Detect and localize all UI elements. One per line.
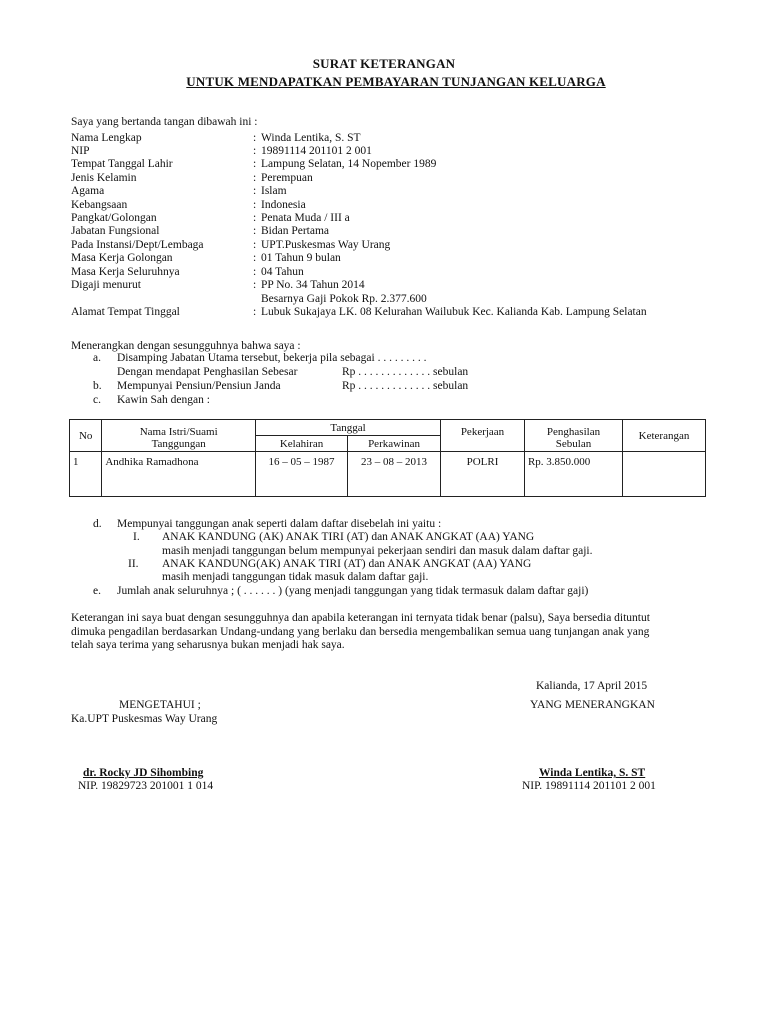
field-colon: : — [253, 185, 257, 197]
place-date: Kalianda, 17 April 2015 — [536, 680, 648, 692]
left-signer-name: dr. Rocky JD Sihombing — [83, 767, 204, 779]
header-penghasilan — [524, 420, 622, 452]
item-d-text: Mempunyai tanggungan anak seperti dalam daftar disebelah ini yaitu : — [117, 518, 442, 530]
cell-pekerjaan: POLRI — [441, 452, 525, 497]
field-colon: : — [253, 212, 257, 224]
item-b-text: Mempunyai Pensiun/Pensiun Janda — [117, 380, 281, 392]
field-colon: : — [253, 172, 257, 184]
header-kelahiran: Kelahiran — [256, 436, 348, 452]
item-marker: b. — [93, 380, 102, 392]
item-ii-text: ANAK KANDUNG(AK) ANAK TIRI (AT) dan ANAK ANGKAT (AA) YANG — [162, 558, 532, 570]
document-subtitle: UNTUK MENDAPATKAN PEMBAYARAN TUNJANGAN KELUARGA — [186, 74, 606, 89]
table-header-row — [70, 420, 706, 436]
right-signer-nip: NIP. 19891114 201101 2 001 — [522, 780, 656, 792]
table-row — [70, 452, 706, 497]
field-value: Perempuan — [261, 172, 313, 184]
intro-text: Saya yang bertanda tangan dibawah ini : — [71, 116, 258, 128]
field-colon: : — [253, 279, 257, 291]
field-row — [0, 252, 768, 265]
closing-line: telah saya terima yang seharusnya bukan menjadi hak saya. — [71, 639, 345, 651]
field-label: Pangkat/Golongan — [71, 212, 157, 224]
field-label: Digaji menurut — [71, 279, 141, 291]
item-ii-sub: masih menjadi tanggungan tidak masuk dalam daftar gaji. — [162, 571, 429, 583]
field-value: 04 Tahun — [261, 266, 304, 278]
field-colon: : — [253, 145, 257, 157]
item-b-amount: Rp . . . . . . . . . . . . . sebulan — [342, 380, 469, 392]
cell-no: 1 — [70, 452, 102, 497]
field-row — [0, 158, 768, 171]
item-marker: II. — [128, 558, 139, 570]
field-colon: : — [253, 252, 257, 264]
field-label: Agama — [71, 185, 105, 197]
menerangkan-text: Menerangkan dengan sesungguhnya bahwa saya : — [71, 340, 301, 352]
field-label: Masa Kerja Golongan — [71, 252, 173, 264]
header-penghasilan-line2: Sebulan — [555, 438, 592, 450]
header-keterangan: Keterangan — [623, 420, 706, 452]
field-row — [0, 132, 768, 145]
header-nama-line1: Nama Istri/Suami — [139, 426, 218, 438]
item-marker: I. — [133, 531, 140, 543]
field-label: Pada Instansi/Dept/Lembaga — [71, 239, 204, 251]
field-row — [0, 266, 768, 279]
field-colon: : — [253, 158, 257, 170]
field-colon: : — [253, 266, 257, 278]
item-a-text: Disamping Jabatan Utama tersebut, bekerja pila sebagai . . . . . . . . . — [117, 352, 427, 364]
field-colon: : — [253, 306, 257, 318]
field-row — [0, 279, 768, 292]
field-row — [0, 212, 768, 225]
mengetahui-label: MENGETAHUI ; — [119, 699, 201, 711]
yang-menerangkan-label: YANG MENERANGKAN — [530, 699, 655, 711]
field-label: Nama Lengkap — [71, 132, 142, 144]
document-title: SURAT KETERANGAN — [312, 56, 456, 71]
field-value: Bidan Pertama — [261, 225, 330, 237]
field-value: Winda Lentika, S. ST — [261, 132, 361, 144]
field-colon: : — [253, 132, 257, 144]
item-a-sub-text: Dengan mendapat Penghasilan Sebesar — [117, 366, 298, 378]
field-label: Jabatan Fungsional — [71, 225, 160, 237]
header-nama — [102, 420, 256, 452]
field-row — [0, 225, 768, 238]
field-value: 01 Tahun 9 bulan — [261, 252, 341, 264]
item-a-amount: Rp . . . . . . . . . . . . . sebulan — [342, 366, 469, 378]
spouse-table — [69, 419, 706, 497]
field-row — [0, 145, 768, 158]
closing-line: dimuka pengadilan berdasarkan Undang-undang yang berlaku dan bersedia mengembalikan semua uang tunjangan anak yang — [71, 626, 650, 638]
cell-perkawinan: 23 – 08 – 2013 — [348, 452, 441, 497]
closing-line: Keterangan ini saya buat dengan sesungguhnya dan apabila keterangan ini ternyata tidak benar (palsu), Saya bersedia dituntut — [71, 612, 650, 624]
field-colon: : — [253, 239, 257, 251]
header-tanggal: Tanggal — [256, 420, 441, 436]
cell-kelahiran: 16 – 05 – 1987 — [256, 452, 348, 497]
header-penghasilan-line1: Penghasilan — [546, 426, 601, 438]
header-nama-line2: Tanggungan — [151, 438, 206, 450]
left-signer-nip: NIP. 19829723 201001 1 014 — [78, 780, 214, 792]
field-label: Kebangsaan — [71, 199, 128, 211]
field-colon: : — [253, 225, 257, 237]
header-pekerjaan: Pekerjaan — [441, 420, 525, 452]
gaji-pokok-text: Besarnya Gaji Pokok Rp. 2.377.600 — [261, 293, 427, 305]
header-perkawinan: Perkawinan — [348, 436, 441, 452]
field-value: Islam — [261, 185, 287, 197]
field-row — [0, 172, 768, 185]
left-org: Ka.UPT Puskesmas Way Urang — [71, 713, 218, 725]
field-label: Alamat Tempat Tinggal — [71, 306, 180, 318]
field-value: PP No. 34 Tahun 2014 — [261, 279, 365, 291]
field-label: Jenis Kelamin — [71, 172, 137, 184]
item-marker: c. — [93, 394, 101, 406]
field-row — [0, 185, 768, 198]
field-value: Indonesia — [261, 199, 306, 211]
field-value: 19891114 201101 2 001 — [261, 145, 372, 157]
header-no: No — [70, 420, 102, 452]
field-colon: : — [253, 199, 257, 211]
field-label: Masa Kerja Seluruhnya — [71, 266, 180, 278]
field-value: Penata Muda / III a — [261, 212, 350, 224]
item-i-text: ANAK KANDUNG (AK) ANAK TIRI (AT) dan ANAK ANGKAT (AA) YANG — [162, 531, 535, 543]
cell-nama: Andhika Ramadhona — [102, 452, 256, 497]
item-marker: e. — [93, 585, 101, 597]
field-row — [0, 239, 768, 252]
item-marker: a. — [93, 352, 101, 364]
field-row — [0, 306, 768, 319]
item-e-text: Jumlah anak seluruhnya ; ( . . . . . . ) (yang menjadi tanggungan yang tidak termasuk dalam daftar gaji) — [117, 585, 589, 597]
item-c-text: Kawin Sah dengan : — [117, 394, 210, 406]
field-value: Lubuk Sukajaya LK. 08 Kelurahan Wailubuk Kec. Kalianda Kab. Lampung Selatan — [261, 306, 647, 318]
field-row — [0, 199, 768, 212]
field-label: NIP — [71, 145, 90, 157]
right-signer-name: Winda Lentika, S. ST — [539, 767, 646, 779]
item-marker: d. — [93, 518, 102, 530]
field-label: Tempat Tanggal Lahir — [71, 158, 173, 170]
cell-penghasilan: Rp. 3.850.000 — [524, 452, 622, 497]
cell-keterangan — [623, 452, 706, 497]
item-i-sub: masih menjadi tanggungan belum mempunyai pekerjaan sendiri dan masuk dalam daftar gaji. — [162, 545, 593, 557]
field-value: Lampung Selatan, 14 Nopember 1989 — [261, 158, 437, 170]
field-value: UPT.Puskesmas Way Urang — [261, 239, 391, 251]
